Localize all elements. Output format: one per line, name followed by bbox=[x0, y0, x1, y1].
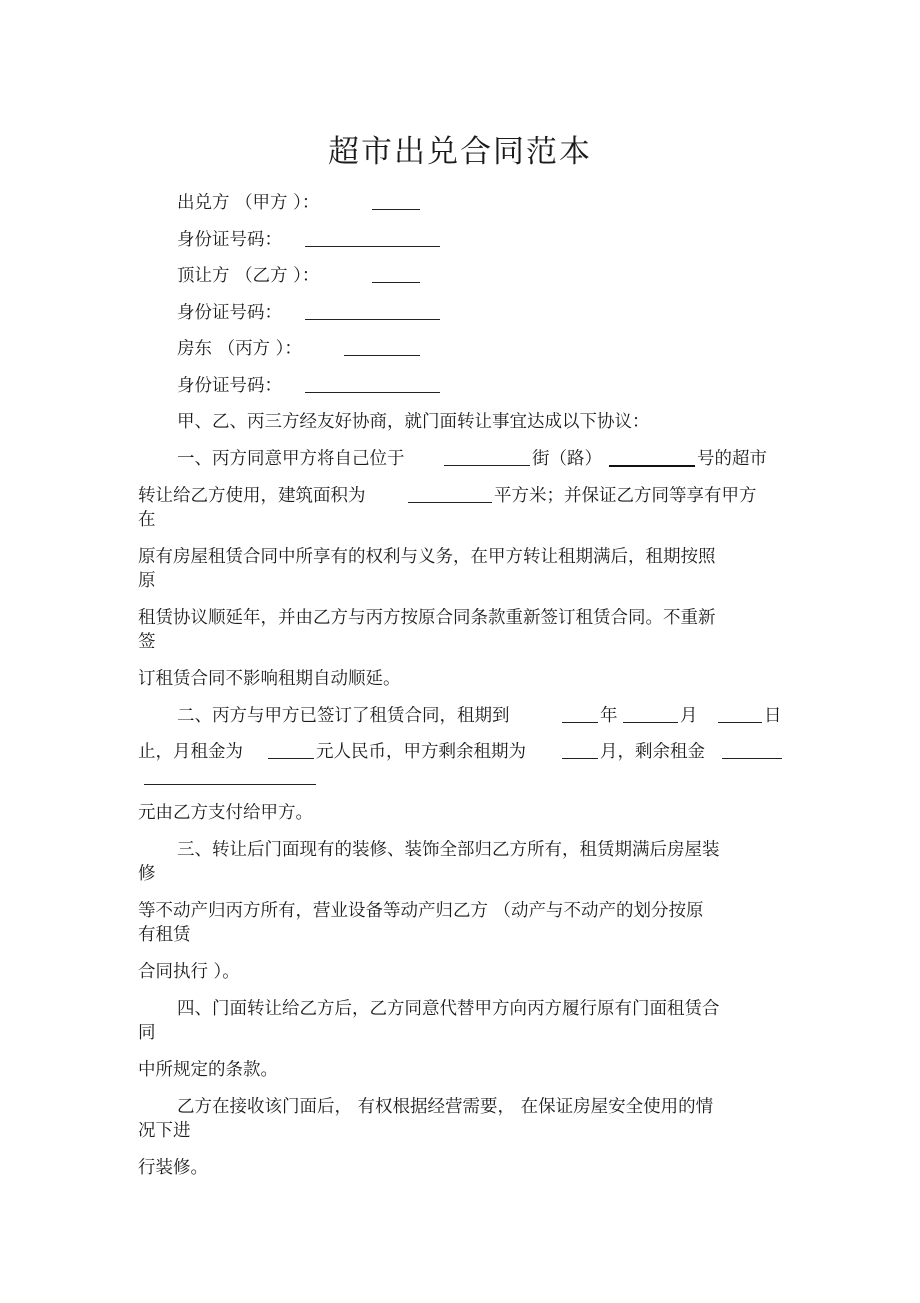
intro-paragraph: 甲、乙、丙三方经友好协商，就门面转让事宜达成以下协议： bbox=[177, 412, 650, 432]
year-label: 年 bbox=[600, 706, 618, 726]
clause-3-line-1: 三、转让后门面现有的装修、装饰全部归乙方所有，租赁期满后房屋装 bbox=[177, 840, 720, 860]
party-c-blank bbox=[344, 337, 420, 356]
clause-2-line-2c: 月，剩余租金 bbox=[600, 742, 705, 762]
id-c-label: 身份证号码： bbox=[177, 376, 282, 396]
remaining-months-blank bbox=[562, 740, 598, 759]
rent-blank bbox=[268, 740, 314, 759]
clause-2-line-3: 元由乙方支付给甲方。 bbox=[138, 803, 313, 823]
party-b-label: 顶让方 （乙方 ）： bbox=[177, 266, 320, 286]
day-label: 日 bbox=[764, 706, 782, 726]
street-blank bbox=[444, 447, 530, 466]
clause-5-line-2: 况下进 bbox=[138, 1121, 191, 1141]
clause-4-line-2: 同 bbox=[138, 1023, 156, 1043]
clause-1-line-1c: 号的超市 bbox=[697, 449, 767, 469]
document-title: 超市出兑合同范本 bbox=[328, 134, 592, 170]
remaining-rent-blank-cont bbox=[144, 764, 316, 785]
id-c-line bbox=[177, 374, 282, 398]
clause-5-line-1: 乙方在接收该门面后， 有权根据经营需要， 在保证房屋安全使用的情 bbox=[177, 1097, 714, 1117]
party-a-label: 出兑方 （甲方 ）： bbox=[177, 193, 320, 213]
clause-1-line-1b: 街（路） bbox=[532, 449, 602, 469]
month-label: 月 bbox=[680, 706, 698, 726]
clause-1-line-2a: 转让给乙方使用，建筑面积为 bbox=[138, 486, 366, 506]
month-blank bbox=[623, 704, 678, 723]
number-blank bbox=[609, 447, 695, 467]
area-blank bbox=[408, 484, 492, 503]
party-c-label: 房东 （丙方 ）： bbox=[177, 339, 302, 359]
clause-2-line-2b: 元人民币，甲方剩余租期为 bbox=[316, 742, 526, 762]
id-a-blank bbox=[305, 228, 440, 247]
clause-3-line-4: 有租赁 bbox=[138, 925, 191, 945]
party-c-line bbox=[177, 337, 302, 361]
clause-4-line-3: 中所规定的条款。 bbox=[138, 1060, 278, 1080]
clause-1-line-1a: 一、丙方同意甲方将自己位于 bbox=[177, 449, 405, 469]
id-c-blank bbox=[305, 374, 440, 393]
clause-1-line-6: 租赁协议顺延年，并由乙方与丙方按原合同条款重新签订租赁合同。不重新 bbox=[138, 608, 716, 628]
id-b-label: 身份证号码： bbox=[177, 303, 282, 323]
clause-1-line-2b: 平方米；并保证乙方同等享有甲方 bbox=[494, 486, 757, 506]
party-b-blank bbox=[372, 264, 420, 283]
clause-3-line-2: 修 bbox=[138, 864, 156, 884]
clause-3-line-3: 等不动产归丙方所有，营业设备等动产归乙方 （动产与不动产的划分按原 bbox=[138, 901, 704, 921]
remaining-rent-blank bbox=[722, 740, 782, 759]
clause-2-line-2a: 止，月租金为 bbox=[138, 742, 243, 762]
year-blank bbox=[562, 704, 598, 723]
id-a-line bbox=[177, 228, 282, 252]
party-b-line bbox=[177, 264, 319, 288]
clause-1-line-3: 在 bbox=[138, 510, 156, 530]
clause-1-line-4: 原有房屋租赁合同中所享有的权利与义务，在甲方转让租期满后，租期按照 bbox=[138, 547, 716, 567]
clause-1-line-8: 订租赁合同不影响租期自动顺延。 bbox=[138, 669, 401, 689]
party-a-line bbox=[177, 191, 319, 215]
clause-2-line-1a: 二、丙方与甲方已签订了租赁合同，租期到 bbox=[177, 706, 510, 726]
clause-1-line-5: 原 bbox=[138, 571, 156, 591]
clause-3-line-5: 合同执行 ）。 bbox=[138, 962, 240, 982]
day-blank bbox=[718, 704, 762, 723]
party-a-blank bbox=[372, 191, 420, 210]
id-b-blank bbox=[305, 301, 440, 320]
clause-5-line-3: 行装修。 bbox=[138, 1158, 208, 1178]
id-b-line bbox=[177, 301, 282, 325]
clause-1-line-7: 签 bbox=[138, 632, 156, 652]
clause-4-line-1: 四、门面转让给乙方后，乙方同意代替甲方向丙方履行原有门面租赁合 bbox=[177, 999, 720, 1019]
id-a-label: 身份证号码： bbox=[177, 230, 282, 250]
